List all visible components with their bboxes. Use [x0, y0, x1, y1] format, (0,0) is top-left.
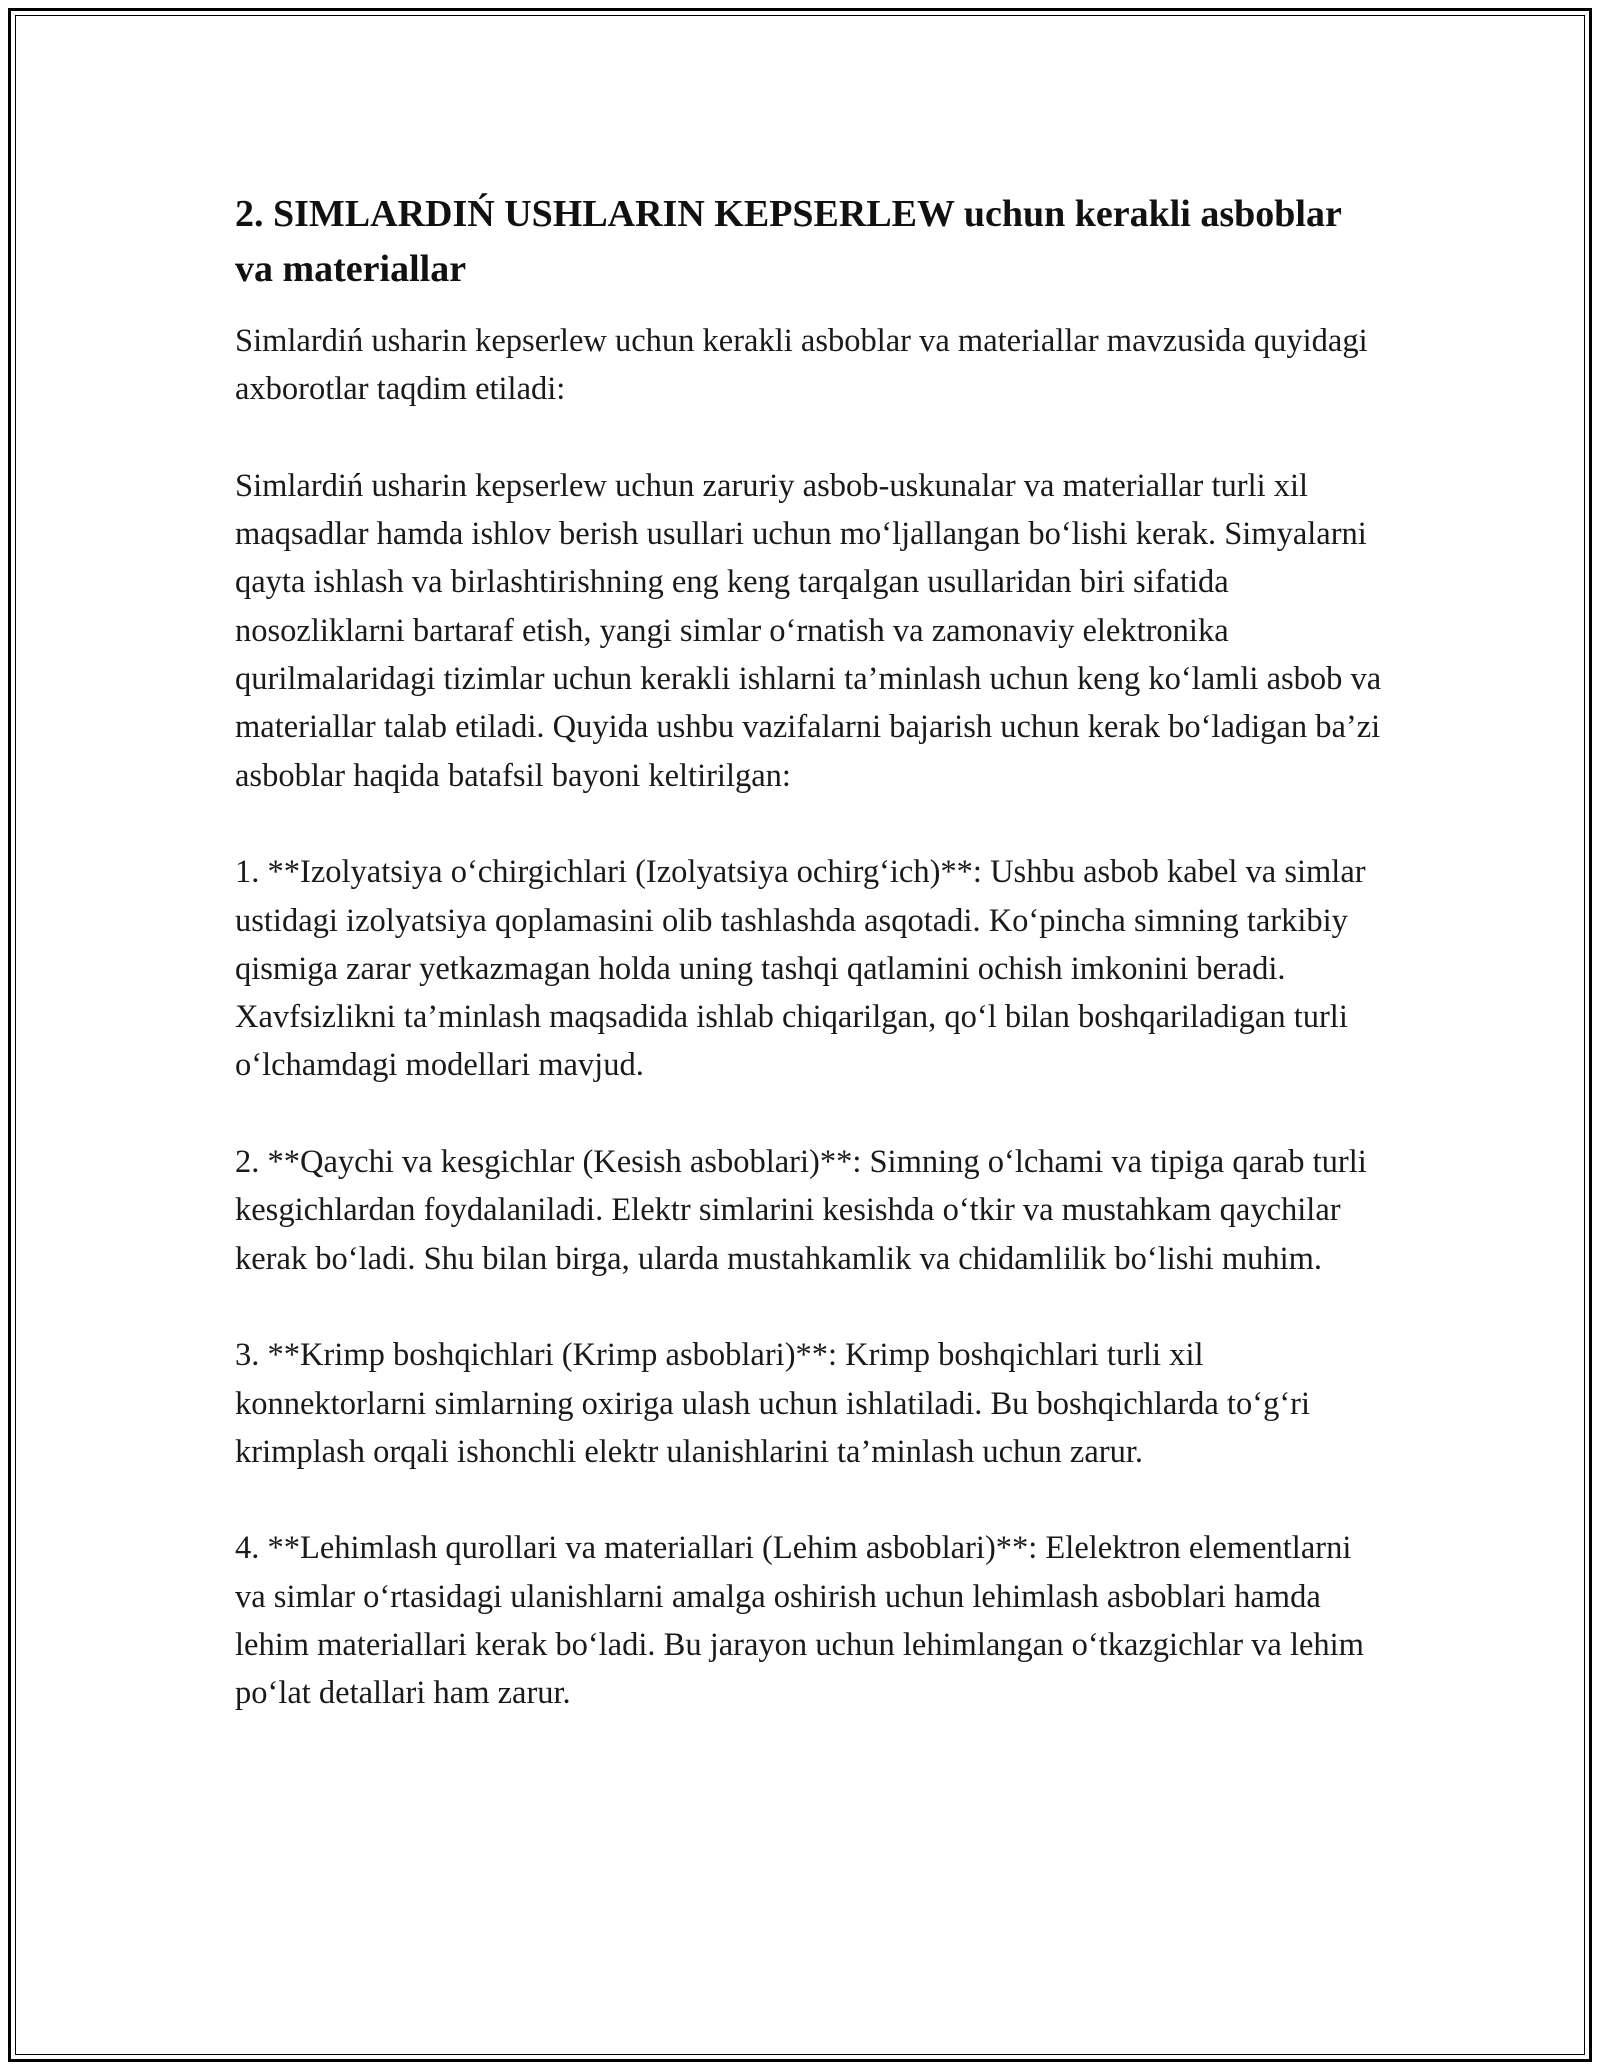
overview-paragraph: Simlardiń usharin kepserlew uchun zaruriy asbob-uskunalar va materiallar turli xil maqsadlar hamda ishlov berish usullari uchun mo‘ljallangan bo‘lishi kerak. Simyalarni qayta ishlash va birlashtirishning eng keng tarqalgan usullaridan biri sifatida nosozliklarni bartaraf etish, yangi simlar o‘rnatish va zamonaviy elektronika qurilmalaridagi tizimlar uchun kerakli ishlarni ta’minlash uchun keng ko‘lamli asbob va materiallar talab etiladi. Quyida ushbu vazifalarni bajarish uchun kerak bo‘ladigan ba’zi asboblar haqida batafsil bayoni keltirilgan: — [235, 467, 1382, 794]
document-body — [235, 187, 1385, 1718]
list-item-crimp-tools: 3. **Krimp boshqichlari (Krimp asboblari)**: Krimp boshqichlari turli xil konnektorlarni simlarning oxiriga ulash uchun ishlatiladi. Bu boshqichlarda to‘g‘ri krimplash orqali ishonchli elektr ulanishlarini ta’minlash uchun zarur. — [235, 1337, 1310, 1470]
list-item-cutters: 2. **Qaychi va kesgichlar (Kesish asboblari)**: Simning o‘lchami va tipiga qarab turli kesgichlardan foydalaniladi. Elektr simlarini kesishda o‘tkir va mustahkam qaychilar kerak bo‘ladi. Shu bilan birga, ularda mustahkamlik va chidamlilik bo‘lishi muhim. — [235, 1144, 1367, 1277]
intro-paragraph: Simlardiń usharin kepserlew uchun kerakli asboblar va materiallar mavzusida quyidagi axborotlar taqdim etiladi: — [235, 323, 1368, 408]
list-item-insulation-strippers: 1. **Izolyatsiya o‘chirgichlari (Izolyatsiya ochirg‘ich)**: Ushbu asbob kabel va simlar ustidagi izolyatsiya qoplamasini olib tashlashda asqotadi. Ko‘pincha simning tarkibiy qismiga zarar yetkazmagan holda uning tashqi qatlamini ochish imkonini beradi. Xavfsizlikni ta’minlash maqsadida ishlab chiqarilgan, qo‘l bilan boshqariladigan turli o‘lchamdagi modellari mavjud. — [235, 854, 1366, 1084]
section-heading: 2. SIMLARDIŃ USHLARIN KEPSERLEW uchun kerakli asboblar va materiallar — [235, 193, 1342, 290]
list-item-soldering-tools: 4. **Lehimlash qurollari va materiallari (Lehim asboblari)**: Elelektron elementlarni va simlar o‘rtasidagi ulanishlarni amalga oshirish uchun lehimlash asboblari hamda lehim materiallari kerak bo‘ladi. Bu jarayon uchun lehimlangan o‘tkazgichlar va lehim po‘lat detallari ham zarur. — [235, 1530, 1364, 1712]
